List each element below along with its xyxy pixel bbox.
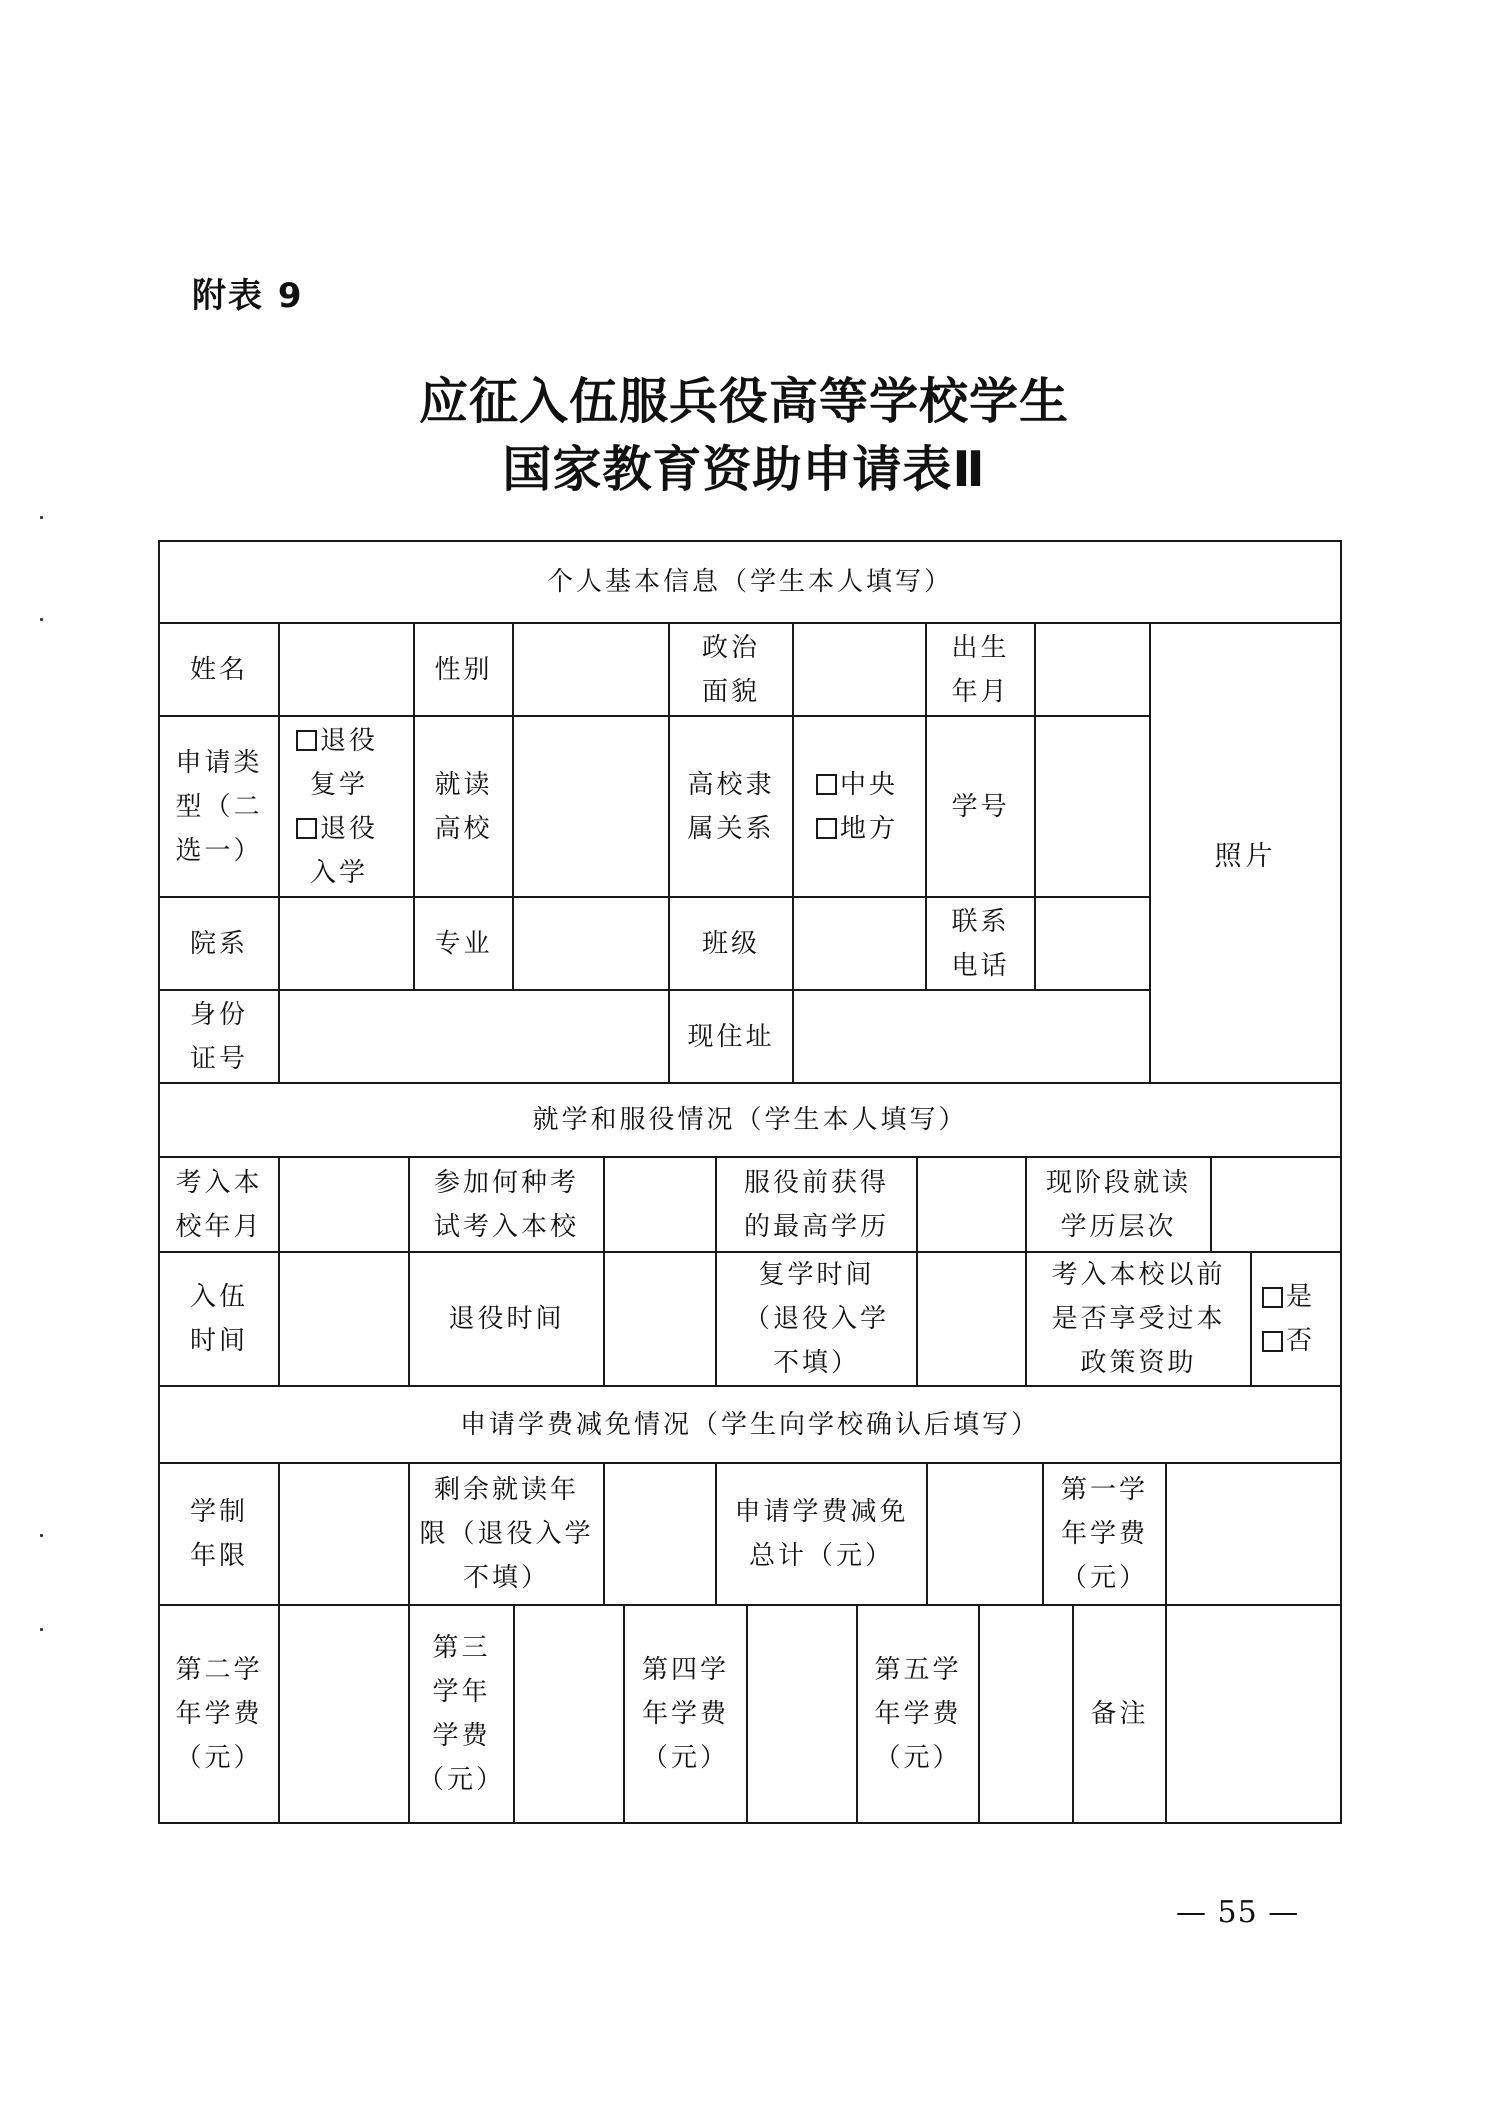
affiliation-label [670,717,792,896]
apply-type-options [296,717,413,896]
admission-date-field[interactable] [280,1158,408,1251]
prior-aid-options [1262,1253,1340,1385]
photo-label: 照片 [1214,840,1277,872]
affiliation-label-text: 高校隶 属关系 [687,769,775,844]
remarks-label-text: 备注 [1090,1699,1149,1729]
class-label [670,898,792,989]
current-level-label-text: 现阶段就读 学历层次 [1045,1167,1191,1242]
year5-fee-field[interactable] [980,1606,1072,1822]
year2-fee-label-text: 第二学 年学费 （元） [175,1655,263,1773]
resume-date-label-text: 复学时间 （退役入学 不填） [743,1260,889,1378]
school-field[interactable] [514,717,668,896]
checkbox[interactable] [296,730,317,751]
checkbox[interactable] [296,818,317,839]
checkbox[interactable] [1262,1287,1283,1308]
waiver-total-field[interactable] [928,1464,1042,1604]
phone-field[interactable] [1036,898,1149,989]
option-label-cont: 入学 [310,857,369,888]
name-field[interactable] [280,624,413,715]
photo-box[interactable] [1151,624,1340,1082]
pre-service-edu-label-text: 服役前获得 的最高学历 [743,1167,889,1242]
birth-date-field[interactable] [1036,624,1149,715]
phone-label-text: 联系 电话 [951,906,1010,981]
major-field[interactable] [514,898,668,989]
class-field[interactable] [794,898,925,989]
student-id-label [927,717,1034,896]
resume-date-field[interactable] [918,1253,1025,1385]
affiliation-option-central[interactable] [816,763,925,807]
admission-date-label [160,1158,278,1251]
resume-date-label [717,1253,916,1385]
section-heading-personal-info [160,542,1340,622]
school-label [415,717,512,896]
gender-field[interactable] [514,624,668,715]
political-status-field[interactable] [794,624,925,715]
prior-aid-option-yes[interactable] [1262,1275,1340,1319]
grid-line [1250,1251,1252,1385]
student-id-label-text: 学号 [951,791,1010,822]
section-heading-study-service [160,1084,1340,1156]
discharge-date-label [410,1253,603,1385]
remaining-years-label-text: 剩余就读年 限（退役入学 不填） [419,1475,594,1593]
address-field[interactable] [794,991,1149,1082]
address-label-text: 现住址 [687,1021,775,1052]
affiliation-options [816,717,925,896]
apply-type-label [160,717,278,896]
gender-label-text: 性别 [434,654,493,685]
year1-fee-label [1044,1464,1165,1604]
checkbox[interactable] [816,818,837,839]
option-label: 退役 [320,813,379,844]
program-years-field[interactable] [280,1464,408,1604]
remarks-label [1074,1606,1165,1822]
year4-fee-label-text: 第四学 年学费 （元） [641,1655,729,1773]
option-label: 中央 [840,769,899,800]
remaining-years-field[interactable] [605,1464,715,1604]
enlist-date-field[interactable] [280,1253,408,1385]
year4-fee-label [625,1606,746,1822]
phone-label [927,898,1034,989]
remarks-field[interactable] [1167,1606,1340,1822]
exam-type-label [410,1158,603,1251]
year3-fee-field[interactable] [515,1606,623,1822]
birth-date-label [927,624,1034,715]
grid-line [158,1822,1342,1824]
political-status-label [670,624,792,715]
exam-type-label-text: 参加何种考 试考入本校 [433,1167,579,1242]
year2-fee-field[interactable] [280,1606,408,1822]
major-label [415,898,512,989]
program-years-label [160,1464,278,1604]
address-label [670,991,792,1082]
current-level-label [1027,1158,1210,1251]
admission-date-label-text: 考入本 校年月 [175,1167,263,1242]
birth-date-label-text: 出生 年月 [951,632,1010,707]
apply-type-label-text: 申请类 型（二 选一） [175,747,263,866]
program-years-label-text: 学制 年限 [189,1497,248,1571]
prior-aid-label-text: 考入本校以前 是否享受过本 政策资助 [1051,1260,1226,1378]
section-heading-text: 个人基本信息（学生本人填写） [546,567,953,597]
apply-type-option-enroll[interactable] [296,807,413,851]
apply-type-option-resume[interactable] [296,719,413,763]
political-status-label-text: 政治 面貌 [701,632,760,707]
enlist-date-label-text: 入伍 时间 [189,1282,248,1356]
year3-fee-label [410,1606,513,1822]
form-title-line-1: 应征入伍服兵役高等学校学生 [418,373,1069,430]
exam-type-field[interactable] [605,1158,715,1251]
remaining-years-label [410,1464,603,1604]
school-label-text: 就读 高校 [434,769,493,844]
year1-fee-field[interactable] [1167,1464,1340,1604]
name-label [160,624,278,715]
waiver-total-label [717,1464,926,1604]
department-label [160,898,278,989]
option-label: 退役 [320,725,379,756]
year3-fee-label-text: 第三 学年 学费 （元） [417,1633,505,1795]
department-field[interactable] [280,898,413,989]
id-number-field[interactable] [280,991,668,1082]
appendix-label: 附表 9 [192,276,304,316]
year5-fee-label-text: 第五学 年学费 （元） [874,1655,962,1773]
waiver-total-label-text: 申请学费减免 总计（元） [734,1497,909,1571]
pre-service-edu-label [717,1158,916,1251]
year4-fee-field[interactable] [748,1606,856,1822]
year5-fee-label [858,1606,978,1822]
option-label: 地方 [840,813,899,844]
discharge-date-label-text: 退役时间 [448,1304,565,1334]
year1-fee-label-text: 第一学 年学费 （元） [1060,1475,1148,1593]
name-label-text: 姓名 [189,654,248,685]
discharge-date-field[interactable] [605,1253,715,1385]
affiliation-option-local[interactable] [816,807,925,851]
pre-service-edu-field[interactable] [918,1158,1025,1251]
prior-aid-option-no[interactable] [1262,1319,1340,1363]
major-label-text: 专业 [434,928,493,959]
checkbox[interactable] [1262,1331,1283,1352]
option-label: 否 [1286,1326,1316,1356]
enlist-date-label [160,1253,278,1385]
option-label: 是 [1286,1282,1316,1312]
year2-fee-label [160,1606,278,1822]
form-title-line-2: 国家教育资助申请表Ⅱ [502,441,986,498]
id-number-label-text: 身份 证号 [189,999,248,1074]
section-heading-text: 就学和服役情况（学生本人填写） [532,1105,968,1135]
id-number-label [160,991,278,1082]
department-label-text: 院系 [189,928,248,959]
checkbox[interactable] [816,774,837,795]
prior-aid-label [1027,1253,1250,1385]
gender-label [415,624,512,715]
section-heading-text: 申请学费减免情况（学生向学校确认后填写） [459,1409,1040,1440]
page-number: — 55 — [1176,1895,1300,1930]
grid-line [1340,540,1342,1824]
class-label-text: 班级 [701,928,760,959]
current-level-field[interactable] [1212,1158,1340,1251]
student-id-field[interactable] [1036,717,1149,896]
section-heading-tuition-waiver [160,1387,1340,1462]
option-label-cont: 复学 [310,769,369,800]
